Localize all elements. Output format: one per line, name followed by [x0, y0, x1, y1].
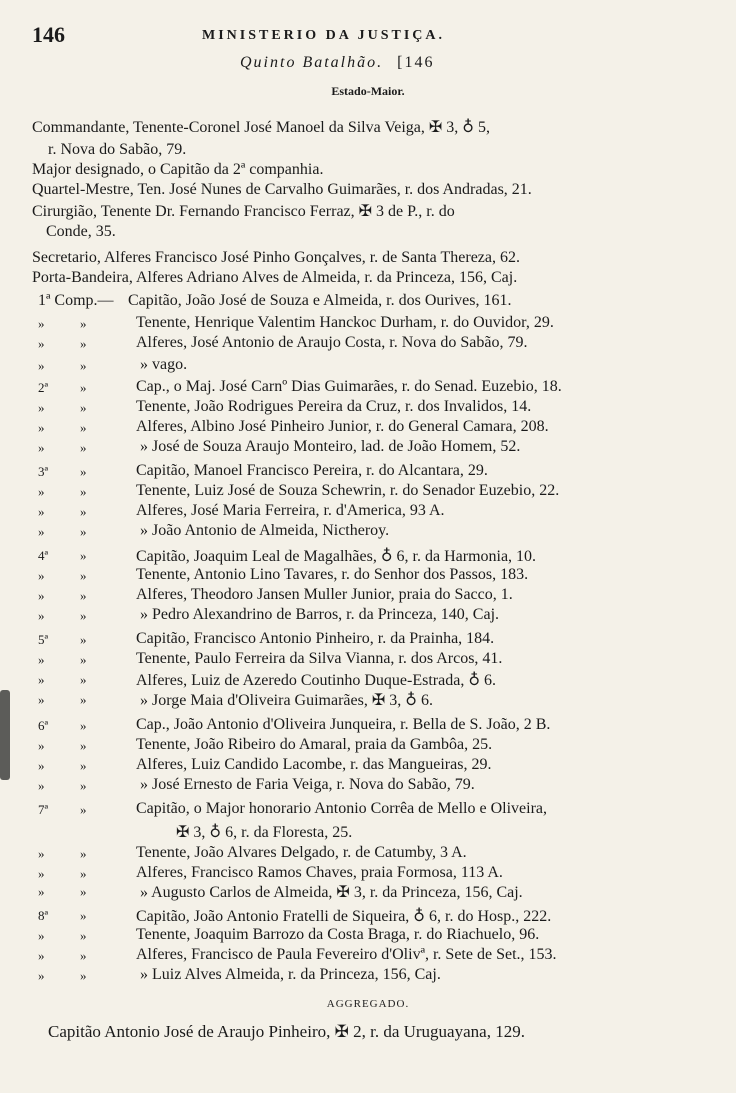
officer-entry: Alferes, José Antonio de Araujo Costa, r. Nova do Sabão, 79. — [136, 334, 528, 351]
officer-entry: » Jorge Maia d'Oliveira Guimarães, ✠ 3, ♁ 6. — [140, 692, 433, 709]
company-marker: » — [38, 968, 45, 983]
officer-entry: Alferes, Albino José Pinheiro Junior, r. do General Camara, 208. — [136, 418, 549, 435]
officer-entry: Tenente, Paulo Ferreira da Silva Vianna, r. dos Arcos, 41. — [136, 650, 503, 667]
ditto-marker: » — [80, 400, 87, 415]
ditto-marker: » — [80, 568, 87, 583]
company-marker: » — [38, 316, 45, 331]
ditto-marker: » — [80, 358, 87, 373]
officer-entry: Capitão, Manoel Francisco Pereira, r. do Alcantara, 29. — [136, 462, 488, 479]
company-marker: » — [38, 608, 45, 623]
staff-line: Secretario, Alferes Francisco José Pinho Gonçalves, r. de Santa Thereza, 62. — [32, 249, 520, 266]
company-marker: » — [38, 928, 45, 943]
company-marker: » — [38, 504, 45, 519]
officer-entry: Alferes, Luiz de Azeredo Coutinho Duque-Estrada, ♁ 6. — [136, 672, 497, 689]
ditto-marker: » — [80, 336, 87, 351]
company-marker: » — [38, 738, 45, 753]
officer-entry: » vago. — [140, 356, 188, 373]
officer-entry: » João Antonio de Almeida, Nictheroy. — [140, 522, 390, 539]
officer-entry: » José de Souza Araujo Monteiro, lad. de João Homem, 52. — [140, 438, 521, 455]
company-marker: 7ª — [38, 802, 49, 817]
ditto-marker: » — [80, 884, 87, 899]
subtitle-number: [146 — [397, 54, 435, 71]
officer-entry: Tenente, Joaquim Barrozo da Costa Braga, r. do Riachuelo, 96. — [136, 926, 540, 943]
company-marker: » — [38, 358, 45, 373]
ditto-marker: » — [80, 632, 87, 647]
ditto-marker: » — [80, 928, 87, 943]
company-marker: 5ª — [38, 632, 49, 647]
page-title: MINISTERIO DA JUSTIÇA. — [202, 28, 445, 43]
company-marker: » — [38, 866, 45, 881]
staff-line: Quartel-Mestre, Ten. José Nunes de Carvalho Guimarães, r. dos Andradas, 21. — [32, 181, 532, 198]
ditto-marker: » — [80, 718, 87, 733]
officer-entry: Alferes, Theodoro Jansen Muller Junior, praia do Sacco, 1. — [136, 586, 513, 603]
officer-entry: Cap., o Maj. José Carnº Dias Guimarães, r. do Senad. Euzebio, 18. — [136, 378, 562, 395]
officer-entry: Capitão, João José de Souza e Almeida, r. dos Ourives, 161. — [128, 292, 512, 309]
officer-entry: Tenente, João Ribeiro do Amaral, praia da Gambôa, 25. — [136, 736, 493, 753]
ditto-marker: » — [80, 524, 87, 539]
officer-entry: » Augusto Carlos de Almeida, ✠ 3, r. da Princeza, 156, Caj. — [140, 884, 523, 901]
company-marker: 1ª Comp.— — [38, 292, 114, 309]
ditto-marker: » — [80, 866, 87, 881]
ditto-marker: » — [80, 802, 87, 817]
ditto-marker: » — [80, 420, 87, 435]
officer-entry: » Pedro Alexandrino de Barros, r. da Princeza, 140, Caj. — [140, 606, 500, 623]
ditto-marker: » — [80, 652, 87, 667]
aggregated-entry: Capitão Antonio José de Araujo Pinheiro, ✠ 2, r. da Uruguayana, 129. — [48, 1022, 525, 1041]
officer-entry: » Luiz Alves Almeida, r. da Princeza, 156, Caj. — [140, 966, 441, 983]
subtitle-text: Quinto Batalhão. — [240, 54, 384, 71]
company-marker: » — [38, 846, 45, 861]
company-marker: » — [38, 672, 45, 687]
officer-entry: Capitão, o Major honorario Antonio Corrêa de Mello e Oliveira, — [136, 800, 548, 817]
officer-entry: Tenente, Luiz José de Souza Schewrin, r. do Senador Euzebio, 22. — [136, 482, 560, 499]
aggregated-heading: AGGREGADO. — [326, 998, 410, 1010]
officer-entry: Tenente, Henrique Valentim Hanckoc Durham, r. do Ouvidor, 29. — [136, 314, 554, 331]
officer-entry: Tenente, Antonio Lino Tavares, r. do Senhor dos Passos, 183. — [136, 566, 529, 583]
ditto-marker: » — [80, 948, 87, 963]
company-marker: » — [38, 778, 45, 793]
ditto-marker: » — [80, 738, 87, 753]
officer-entry: Alferes, Luiz Candido Lacombe, r. das Mangueiras, 29. — [136, 756, 492, 773]
officer-entry: ✠ 3, ♁ 6, r. da Floresta, 25. — [176, 824, 353, 841]
ditto-marker: » — [80, 692, 87, 707]
company-marker: » — [38, 484, 45, 499]
company-marker: 8ª — [38, 908, 49, 923]
ditto-marker: » — [80, 504, 87, 519]
ditto-marker: » — [80, 484, 87, 499]
ditto-marker: » — [80, 758, 87, 773]
ditto-marker: » — [80, 846, 87, 861]
company-marker: » — [38, 400, 45, 415]
company-marker: » — [38, 652, 45, 667]
officer-entry: Alferes, Francisco Ramos Chaves, praia Formosa, 113 A. — [136, 864, 503, 881]
officer-entry: Alferes, José Maria Ferreira, r. d'America, 93 A. — [136, 502, 445, 519]
ditto-marker: » — [80, 380, 87, 395]
company-marker: » — [38, 884, 45, 899]
ditto-marker: » — [80, 440, 87, 455]
company-marker: » — [38, 440, 45, 455]
ditto-marker: » — [80, 778, 87, 793]
company-marker: 6ª — [38, 718, 49, 733]
ditto-marker: » — [80, 908, 87, 923]
page-number: 146 — [32, 22, 65, 47]
staff-line: Cirurgião, Tenente Dr. Fernando Francisco Ferraz, ✠ 3 de P., r. do — [32, 203, 455, 220]
ditto-marker: » — [80, 672, 87, 687]
ditto-marker: » — [80, 608, 87, 623]
company-marker: 3ª — [38, 464, 49, 479]
company-marker: » — [38, 758, 45, 773]
company-marker: 4ª — [38, 548, 49, 563]
officer-entry: Tenente, João Alvares Delgado, r. de Catumby, 3 A. — [136, 844, 467, 861]
staff-line: Commandante, Tenente-Coronel José Manoel da Silva Veiga, ✠ 3, ♁ 5, — [32, 119, 490, 136]
company-marker: 2ª — [38, 380, 49, 395]
officer-entry: » José Ernesto de Faria Veiga, r. Nova do Sabão, 79. — [140, 776, 475, 793]
staff-line: Conde, 35. — [46, 223, 116, 240]
ditto-marker: » — [80, 316, 87, 331]
officer-entry: Capitão, João Antonio Fratelli de Siqueira, ♁ 6, r. do Hosp., 222. — [136, 908, 552, 925]
company-marker: » — [38, 588, 45, 603]
officer-entry: Cap., João Antonio d'Oliveira Junqueira, r. Bella de S. João, 2 B. — [136, 716, 551, 733]
section-heading-staff: Estado-Maior. — [331, 84, 405, 98]
ditto-marker: » — [80, 464, 87, 479]
company-marker: » — [38, 948, 45, 963]
company-marker: » — [38, 336, 45, 351]
officer-entry: Tenente, João Rodrigues Pereira da Cruz, r. dos Invalidos, 14. — [136, 398, 532, 415]
ditto-marker: » — [80, 968, 87, 983]
officer-entry: Capitão, Joaquim Leal de Magalhães, ♁ 6, r. da Harmonia, 10. — [136, 548, 537, 565]
officer-entry: Capitão, Francisco Antonio Pinheiro, r. da Prainha, 184. — [136, 630, 495, 647]
staff-line: Porta-Bandeira, Alferes Adriano Alves de Almeida, r. da Princeza, 156, Caj. — [32, 269, 518, 286]
ditto-marker: » — [80, 548, 87, 563]
staff-line: r. Nova do Sabão, 79. — [48, 141, 187, 158]
company-marker: » — [38, 524, 45, 539]
ditto-marker: » — [80, 588, 87, 603]
binding-shadow — [0, 690, 10, 780]
company-marker: » — [38, 568, 45, 583]
officer-entry: Alferes, Francisco de Paula Fevereiro d'Olivª, r. Sete de Set., 153. — [136, 946, 557, 963]
staff-line: Major designado, o Capitão da 2ª companhia. — [32, 161, 324, 178]
battalion-subtitle — [240, 54, 434, 72]
page-header — [32, 22, 682, 52]
company-marker: » — [38, 420, 45, 435]
company-marker: » — [38, 692, 45, 707]
